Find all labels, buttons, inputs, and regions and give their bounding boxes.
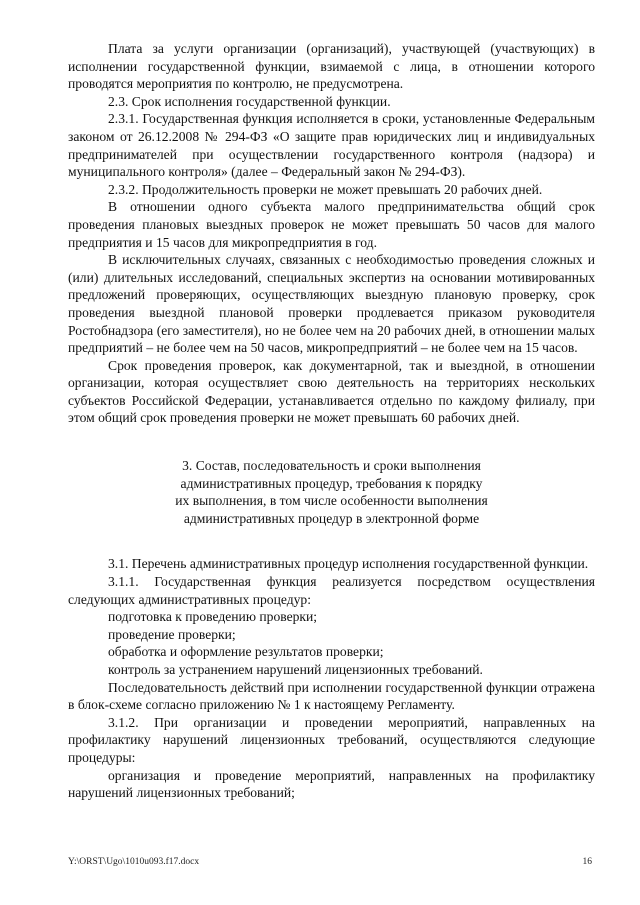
section-heading-line: 3. Состав, последовательность и сроки выполнения [182, 458, 481, 474]
paragraph-prevention: организация и проведение мероприятий, направленных на профилактику нарушений лицензионных требований; [68, 767, 595, 801]
paragraph-2-3-2: 2.3.2. Продолжительность проверки не может превышать 20 рабочих дней. [108, 181, 543, 197]
paragraph-inspection-terms: Срок проведения проверок, как документарной, так и выездной, в отношении организации, которая осуществляет свою деятельность на территориях нескольких субъектов Российской Федерации, устанавливается отдельно по каждому филиалу, при этом общий срок проведения проверки не может превышать 60 рабочих дней. [68, 357, 595, 426]
section-heading-line: административных процедур, требования к порядку [180, 475, 483, 491]
footer-file-path: Y:\ORST\Ugo\1010u093.f17.docx [68, 857, 200, 867]
paragraph-3-1-2: 3.1.2. При организации и проведении мероприятий, направленных на профилактику нарушений лицензионных требований, осуществляются следующие процедуры: [68, 714, 595, 765]
paragraph-2-3-1: 2.3.1. Государственная функция исполняется в сроки, установленные Федеральным законом от 26.12.2008 № 294-ФЗ «О защите прав юридических лиц и индивидуальных предпринимателей при осуществлении государственного контроля (надзора) и муниципального контроля» (далее – Федеральный закон № 294-ФЗ). [68, 111, 595, 180]
section-heading-line: административных процедур в электронной форме [183, 510, 480, 526]
paragraph-sequence: Последовательность действий при исполнении государственной функции отражена в блок-схеме согласно приложению № 1 к настоящему Регламенту. [68, 679, 595, 713]
list-item: контроль за устранением нарушений лицензионных требований. [108, 662, 483, 677]
page-number: 16 [582, 857, 592, 867]
list-item: обработка и оформление результатов проверки; [108, 644, 384, 660]
section-heading-line: их выполнения, в том числе особенности выполнения [175, 493, 488, 509]
paragraph-3-1-1: 3.1.1. Государственная функция реализуется посредством осуществления следующих административных процедур: [68, 574, 595, 607]
paragraph-2-3: 2.3. Срок исполнения государственной функции. [108, 93, 391, 109]
document-body [68, 40, 595, 802]
paragraph-fee: Плата за услуги организации (организаций), участвующей (участвующих) в исполнении государственной функции, взимаемой с лица, в отношении которого проводятся мероприятия по контролю, не предусмотрена. [68, 41, 595, 92]
paragraph-small-business: В отношении одного субъекта малого предпринимательства общий срок проведения плановых выездных проверок не может превышать 50 часов для малого предприятия и 15 часов для микропредприятия в год. [68, 199, 595, 250]
section-heading [68, 457, 595, 527]
list-item: подготовка к проведению проверки; [108, 609, 318, 625]
paragraph-3-1: 3.1. Перечень административных процедур исполнения государственной функции. [108, 556, 589, 572]
paragraph-exceptional-cases: В исключительных случаях, связанных с необходимостью проведения сложных и (или) длительных исследований, специальных экспертиз на основании мотивированных предложений проверяющих, осуществляющих выездную плановую проверку, срок проведения выездной плановой проверки продлевается приказом руководителя Ростобнадзора (его заместителя), но не более чем на 20 рабочих дней, в отношении малых предприятий – не более чем на 50 часов, микропредприятий – не более чем на 15 часов. [68, 252, 595, 356]
list-item: проведение проверки; [108, 626, 236, 642]
